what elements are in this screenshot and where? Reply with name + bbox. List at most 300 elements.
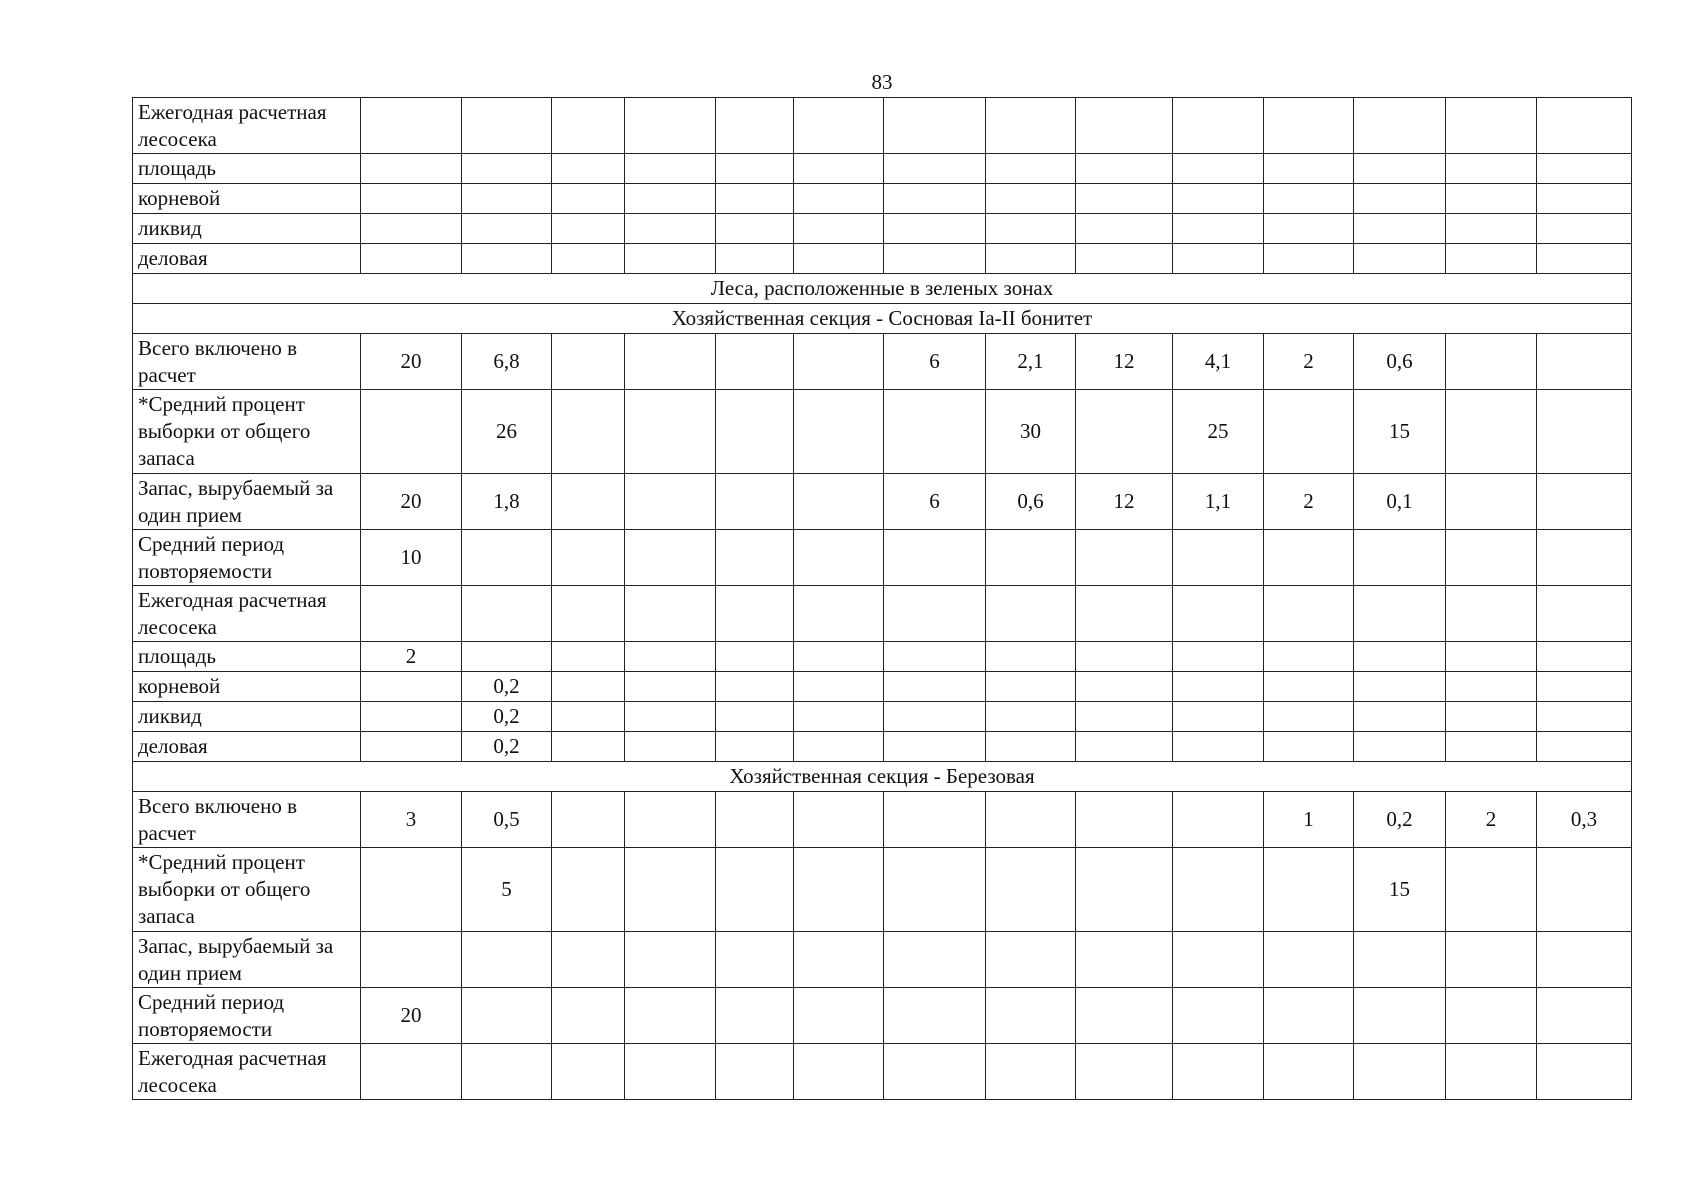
table-cell (1264, 702, 1354, 732)
table-cell (552, 586, 625, 642)
table-cell (1537, 184, 1632, 214)
table-cell (884, 184, 986, 214)
table-row (133, 154, 1632, 184)
table-cell (1354, 988, 1446, 1044)
table-cell (1264, 184, 1354, 214)
table-cell (716, 932, 794, 988)
table-cell (1076, 184, 1173, 214)
table-cell (716, 244, 794, 274)
table-cell (1264, 988, 1354, 1044)
table-cell: 0,2 (462, 702, 552, 732)
table-cell (986, 792, 1076, 848)
table-cell (1173, 702, 1264, 732)
table-cell (884, 530, 986, 586)
table-cell (716, 154, 794, 184)
table-row (133, 586, 1632, 642)
table-cell (361, 932, 462, 988)
table-cell (1446, 474, 1537, 530)
table-cell (625, 642, 716, 672)
table-cell (1264, 98, 1354, 154)
table-cell (1076, 390, 1173, 474)
table-cell (552, 530, 625, 586)
table-cell (1173, 672, 1264, 702)
row-label: деловая (133, 732, 361, 762)
table-cell (462, 988, 552, 1044)
table-cell (884, 702, 986, 732)
table-cell (1446, 642, 1537, 672)
row-label: площадь (133, 642, 361, 672)
table-cell (1537, 672, 1632, 702)
table-cell (361, 732, 462, 762)
table-cell (462, 98, 552, 154)
table-cell: 0,6 (1354, 334, 1446, 390)
table-cell: 6 (884, 474, 986, 530)
table-cell (361, 154, 462, 184)
table-cell (1354, 154, 1446, 184)
table-cell (1446, 154, 1537, 184)
table-row (133, 792, 1632, 848)
table-cell (794, 848, 884, 932)
table-cell: 20 (361, 474, 462, 530)
table-cell (1076, 848, 1173, 932)
table-cell (462, 932, 552, 988)
table-cell (1076, 932, 1173, 988)
section-header-row (133, 304, 1632, 334)
table-cell (1446, 932, 1537, 988)
section-header: Хозяйственная секция - Сосновая Ia-II бонитет (133, 304, 1632, 334)
table-cell (986, 988, 1076, 1044)
table-cell (986, 586, 1076, 642)
row-label: деловая (133, 244, 361, 274)
table-cell (462, 530, 552, 586)
table-cell (1354, 244, 1446, 274)
table-cell (361, 244, 462, 274)
table-cell (1446, 530, 1537, 586)
table-cell (1076, 988, 1173, 1044)
table-cell (625, 98, 716, 154)
table-cell (986, 184, 1076, 214)
table-cell (552, 98, 625, 154)
table-cell (625, 932, 716, 988)
table-cell: 0,5 (462, 792, 552, 848)
row-label: Ежегодная расчетная лесосека (133, 1044, 361, 1100)
table-cell (625, 702, 716, 732)
table-cell (1537, 474, 1632, 530)
table-cell: 2 (361, 642, 462, 672)
table-cell: 12 (1076, 474, 1173, 530)
row-label: площадь (133, 154, 361, 184)
table-cell (625, 1044, 716, 1100)
table-cell (1354, 702, 1446, 732)
table-cell (1076, 792, 1173, 848)
table-cell (552, 988, 625, 1044)
table-cell (552, 184, 625, 214)
table-cell (361, 586, 462, 642)
table-cell (1537, 214, 1632, 244)
table-cell: 1,8 (462, 474, 552, 530)
table-cell (1354, 732, 1446, 762)
table-cell: 20 (361, 334, 462, 390)
table-cell (1354, 184, 1446, 214)
table-cell (361, 184, 462, 214)
table-cell (794, 98, 884, 154)
table-cell (716, 586, 794, 642)
table-cell (1354, 672, 1446, 702)
table-cell (794, 586, 884, 642)
table-cell: 1,1 (1173, 474, 1264, 530)
table-cell (552, 848, 625, 932)
table-cell: 4,1 (1173, 334, 1264, 390)
table-cell (794, 474, 884, 530)
table-cell (625, 732, 716, 762)
table-cell (884, 98, 986, 154)
table-cell (1354, 530, 1446, 586)
table-cell (625, 184, 716, 214)
table-cell (625, 586, 716, 642)
table-cell (1173, 244, 1264, 274)
table-cell (794, 932, 884, 988)
section-header-row (133, 762, 1632, 792)
table-cell (1537, 586, 1632, 642)
table-cell: 0,2 (1354, 792, 1446, 848)
table-cell (1446, 184, 1537, 214)
table-cell (1173, 154, 1264, 184)
table-cell (986, 672, 1076, 702)
table-cell (552, 732, 625, 762)
table-cell (552, 932, 625, 988)
table-cell (794, 988, 884, 1044)
table-cell (625, 530, 716, 586)
table-cell (716, 530, 794, 586)
table-row (133, 334, 1632, 390)
table-cell (1173, 586, 1264, 642)
table-cell (884, 214, 986, 244)
table-row (133, 1044, 1632, 1100)
table-cell (884, 932, 986, 988)
table-cell (462, 1044, 552, 1100)
table-cell (1537, 988, 1632, 1044)
table-cell (1076, 530, 1173, 586)
table-cell (884, 792, 986, 848)
table-cell (1537, 732, 1632, 762)
table-cell (1076, 672, 1173, 702)
table-cell (361, 702, 462, 732)
table-cell (1264, 214, 1354, 244)
table-cell (1264, 154, 1354, 184)
table-cell (986, 732, 1076, 762)
table-cell (1076, 1044, 1173, 1100)
table-cell (552, 792, 625, 848)
table-row (133, 98, 1632, 154)
row-label: Всего включено в расчет (133, 334, 361, 390)
table-cell (716, 642, 794, 672)
row-label: корневой (133, 184, 361, 214)
table-cell (986, 214, 1076, 244)
page-number: 83 (871, 70, 893, 94)
table-cell (716, 988, 794, 1044)
table-cell (794, 702, 884, 732)
table-cell (625, 244, 716, 274)
table-cell (884, 672, 986, 702)
table-row (133, 988, 1632, 1044)
table-cell (361, 1044, 462, 1100)
table-cell: 12 (1076, 334, 1173, 390)
table-cell (625, 154, 716, 184)
section-header: Леса, расположенные в зеленых зонах (133, 274, 1632, 304)
table-cell: 2 (1264, 334, 1354, 390)
table-cell (552, 474, 625, 530)
table-cell: 6,8 (462, 334, 552, 390)
table-row (133, 932, 1632, 988)
table-cell (884, 642, 986, 672)
table-cell (361, 214, 462, 244)
table-cell (794, 732, 884, 762)
table-cell (1354, 98, 1446, 154)
table-cell: 2 (1446, 792, 1537, 848)
table-cell (625, 672, 716, 702)
table-cell: 5 (462, 848, 552, 932)
table-cell (462, 214, 552, 244)
row-label: Запас, вырубаемый за один прием (133, 474, 361, 530)
table-cell (986, 154, 1076, 184)
table-cell (1264, 848, 1354, 932)
table-cell (1446, 1044, 1537, 1100)
table-cell (1264, 390, 1354, 474)
table-cell (625, 988, 716, 1044)
table-cell (1264, 642, 1354, 672)
table-cell (1076, 98, 1173, 154)
row-label: Ежегодная расчетная лесосека (133, 98, 361, 154)
table-cell (986, 848, 1076, 932)
row-label: Ежегодная расчетная лесосека (133, 586, 361, 642)
row-label: Запас, вырубаемый за один прием (133, 932, 361, 988)
table-cell (1537, 848, 1632, 932)
table-cell (986, 932, 1076, 988)
table-cell (1354, 1044, 1446, 1100)
table-cell (884, 732, 986, 762)
table-cell: 30 (986, 390, 1076, 474)
table-cell (1354, 932, 1446, 988)
table-cell (1537, 932, 1632, 988)
table-cell (1537, 98, 1632, 154)
row-label: ликвид (133, 702, 361, 732)
table-cell (462, 244, 552, 274)
table-cell (1173, 1044, 1264, 1100)
table-cell (1446, 848, 1537, 932)
table-cell (794, 792, 884, 848)
table-cell (716, 474, 794, 530)
table-cell: 0,6 (986, 474, 1076, 530)
table-cell (462, 586, 552, 642)
table-cell (1173, 932, 1264, 988)
table-cell (794, 672, 884, 702)
table-cell (1446, 214, 1537, 244)
table-cell: 0,3 (1537, 792, 1632, 848)
table-cell (361, 672, 462, 702)
table-cell (794, 214, 884, 244)
table-cell (986, 702, 1076, 732)
row-label: корневой (133, 672, 361, 702)
table-cell (552, 334, 625, 390)
table-cell (1076, 244, 1173, 274)
table-cell (552, 244, 625, 274)
table-cell (361, 98, 462, 154)
table-cell: 6 (884, 334, 986, 390)
table-cell: 15 (1354, 848, 1446, 932)
table-cell (462, 154, 552, 184)
table-cell (1173, 184, 1264, 214)
row-label: *Средний процент выборки от общего запаса (133, 848, 361, 932)
table-cell (1264, 530, 1354, 586)
table-row (133, 244, 1632, 274)
table-cell (884, 988, 986, 1044)
table-cell (1446, 390, 1537, 474)
table-cell: 0,2 (462, 672, 552, 702)
table-cell (1537, 334, 1632, 390)
table-cell (1076, 586, 1173, 642)
row-label: *Средний процент выборки от общего запаса (133, 390, 361, 474)
table-cell (794, 244, 884, 274)
table-cell (552, 642, 625, 672)
table-cell (794, 154, 884, 184)
table-cell (552, 154, 625, 184)
table-cell (1537, 154, 1632, 184)
table-cell (716, 792, 794, 848)
table-row (133, 474, 1632, 530)
table-cell (1264, 1044, 1354, 1100)
table-cell (1264, 932, 1354, 988)
table-cell (716, 1044, 794, 1100)
table-cell (884, 848, 986, 932)
table-cell (794, 334, 884, 390)
table-cell (1264, 244, 1354, 274)
table-row (133, 184, 1632, 214)
table-cell: 0,2 (462, 732, 552, 762)
table-cell (794, 642, 884, 672)
table-cell (1537, 1044, 1632, 1100)
table-cell (625, 334, 716, 390)
table-cell (884, 244, 986, 274)
table-cell (1446, 732, 1537, 762)
table-cell (1173, 642, 1264, 672)
table-cell (986, 1044, 1076, 1100)
table-cell: 10 (361, 530, 462, 586)
table-cell (1354, 642, 1446, 672)
table-cell (794, 390, 884, 474)
table-body (133, 98, 1632, 1100)
table-cell (462, 642, 552, 672)
section-header: Хозяйственная секция - Березовая (133, 762, 1632, 792)
table-cell (1173, 732, 1264, 762)
table-cell (1264, 586, 1354, 642)
table-cell (1446, 702, 1537, 732)
table-cell (552, 702, 625, 732)
table-cell (1173, 530, 1264, 586)
table-cell (1264, 672, 1354, 702)
table-cell (625, 214, 716, 244)
table-cell (1076, 214, 1173, 244)
table-cell (986, 530, 1076, 586)
table-cell: 15 (1354, 390, 1446, 474)
table-cell (1446, 98, 1537, 154)
table-cell (1076, 732, 1173, 762)
table-cell (1537, 244, 1632, 274)
section-header-row (133, 274, 1632, 304)
table-row (133, 672, 1632, 702)
table-cell (1173, 214, 1264, 244)
table-cell (552, 390, 625, 474)
table-cell (1537, 530, 1632, 586)
table-cell (716, 732, 794, 762)
table-cell (716, 214, 794, 244)
table-cell (716, 98, 794, 154)
table-row (133, 214, 1632, 244)
table-cell (1076, 702, 1173, 732)
table-cell (625, 848, 716, 932)
table-cell (1354, 214, 1446, 244)
table-cell (1446, 334, 1537, 390)
table-cell (794, 1044, 884, 1100)
table-cell (794, 184, 884, 214)
table-cell (1173, 792, 1264, 848)
table-cell: 2,1 (986, 334, 1076, 390)
table-cell (716, 702, 794, 732)
table-cell (552, 214, 625, 244)
table-row (133, 702, 1632, 732)
row-label: Средний период повторяемости (133, 988, 361, 1044)
table-cell (986, 642, 1076, 672)
table-cell (884, 586, 986, 642)
table-cell (1537, 390, 1632, 474)
table-cell (716, 848, 794, 932)
table-cell (794, 530, 884, 586)
row-label: ликвид (133, 214, 361, 244)
table-cell (625, 390, 716, 474)
row-label: Средний период повторяемости (133, 530, 361, 586)
table-cell (1446, 244, 1537, 274)
table-cell (986, 98, 1076, 154)
table-cell (361, 848, 462, 932)
table-cell (552, 672, 625, 702)
table-cell: 3 (361, 792, 462, 848)
table-cell (1173, 988, 1264, 1044)
table-row (133, 530, 1632, 586)
table-cell (884, 1044, 986, 1100)
table-cell (1173, 98, 1264, 154)
table-cell (1537, 702, 1632, 732)
table-cell: 2 (1264, 474, 1354, 530)
table-cell: 25 (1173, 390, 1264, 474)
table-cell (1173, 848, 1264, 932)
table-cell (716, 390, 794, 474)
table-row (133, 732, 1632, 762)
table-cell (1446, 988, 1537, 1044)
table-cell (884, 390, 986, 474)
table-cell (884, 154, 986, 184)
table-row (133, 642, 1632, 672)
table-cell (1264, 732, 1354, 762)
table-cell (1354, 586, 1446, 642)
table-cell: 26 (462, 390, 552, 474)
table-cell (1076, 154, 1173, 184)
forest-calculation-table (132, 97, 1632, 1100)
table-cell (716, 184, 794, 214)
table-cell (361, 390, 462, 474)
table-cell: 1 (1264, 792, 1354, 848)
table-row (133, 848, 1632, 932)
table-cell (986, 244, 1076, 274)
table-row (133, 390, 1632, 474)
